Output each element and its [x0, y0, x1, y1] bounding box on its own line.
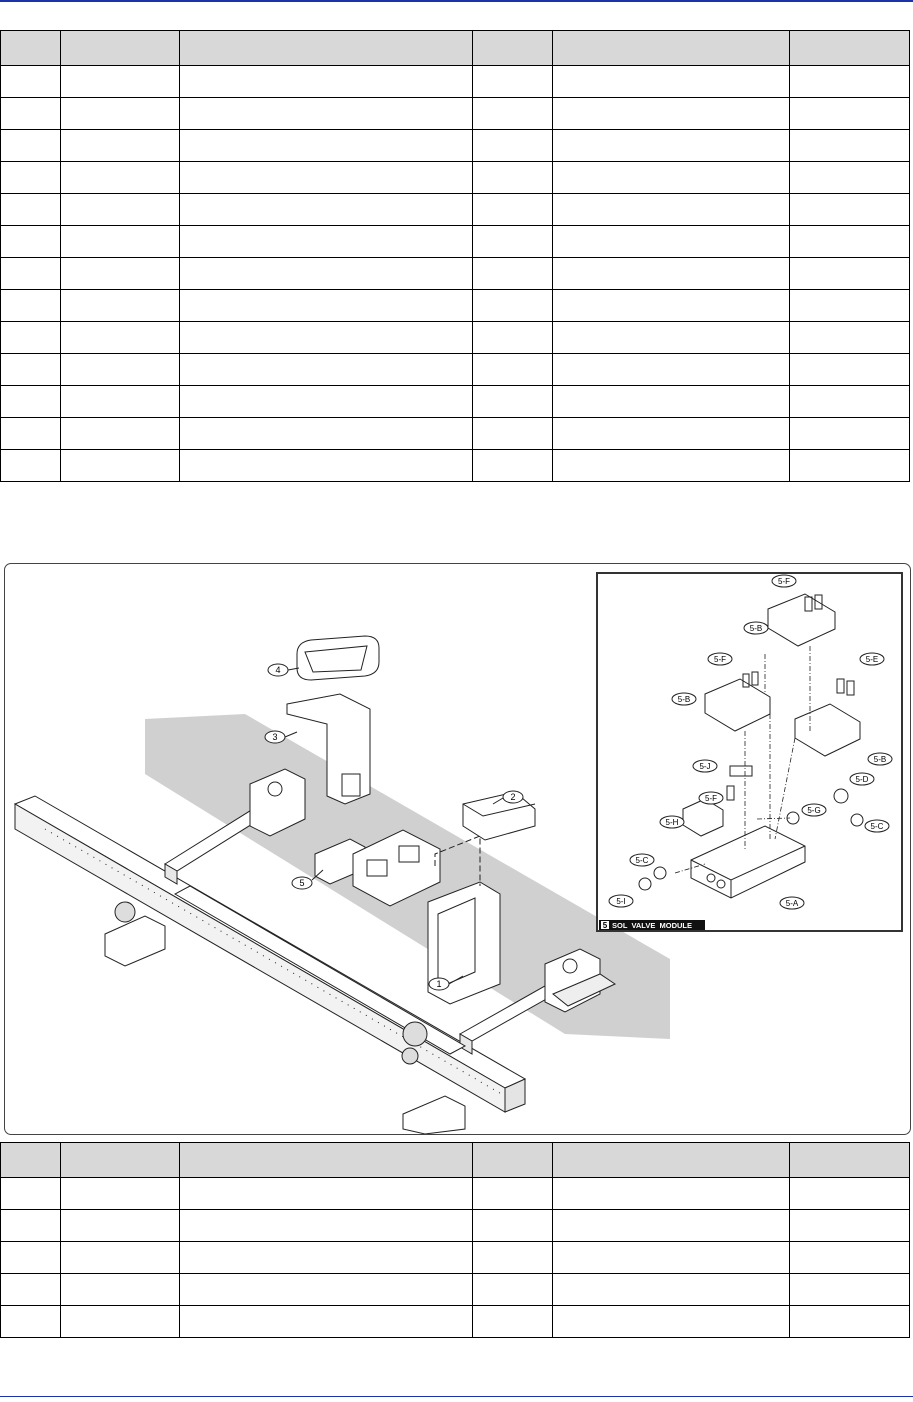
table-cell — [790, 258, 910, 290]
table-cell — [473, 322, 553, 354]
table-cell — [180, 322, 473, 354]
table-cell — [180, 354, 473, 386]
callout-4 — [268, 664, 299, 676]
header-cell — [61, 1143, 180, 1178]
table-cell — [61, 162, 180, 194]
callout-label: 5 — [299, 878, 305, 888]
table-row — [1, 450, 910, 482]
table-cell — [1, 194, 61, 226]
table-row — [1, 1178, 910, 1210]
table-cell — [473, 290, 553, 322]
table-cell — [180, 130, 473, 162]
table-cell — [790, 322, 910, 354]
table-cell — [1, 98, 61, 130]
table-cell — [553, 1178, 790, 1210]
header-cell — [790, 1143, 910, 1178]
table-cell — [180, 1274, 473, 1306]
inset-callout-label: 5-F — [705, 794, 717, 803]
inset-callout-label: 5-J — [699, 762, 711, 771]
inset-callout-label: 5-B — [677, 695, 691, 704]
table-cell — [61, 290, 180, 322]
table-cell — [180, 194, 473, 226]
table-cell — [61, 258, 180, 290]
table-cell — [790, 1306, 910, 1338]
table-cell — [473, 1274, 553, 1306]
table-row — [1, 66, 910, 98]
table-body — [1, 66, 910, 482]
table-cell — [180, 386, 473, 418]
table-cell — [553, 258, 790, 290]
top-rule — [0, 0, 913, 2]
table-cell — [790, 66, 910, 98]
inset-callout-label: 5-G — [807, 806, 821, 815]
table-cell — [790, 1242, 910, 1274]
table-cell — [1, 322, 61, 354]
header-cell — [473, 1143, 553, 1178]
table-cell — [473, 1242, 553, 1274]
table-cell — [1, 418, 61, 450]
callout-label: 1 — [436, 979, 442, 989]
table-cell — [180, 1178, 473, 1210]
table-cell — [553, 1242, 790, 1274]
table-cell — [473, 258, 553, 290]
table-cell — [790, 1178, 910, 1210]
inset-title-number: 5 — [602, 921, 608, 930]
table-cell — [790, 290, 910, 322]
table-row — [1, 226, 910, 258]
table-header-row — [1, 31, 910, 66]
table-cell — [61, 1210, 180, 1242]
table-cell — [553, 1210, 790, 1242]
table-cell — [61, 226, 180, 258]
inset-callout-label: 5-F — [714, 655, 726, 664]
table-cell — [180, 450, 473, 482]
inset-callout-label: 5-I — [616, 897, 626, 906]
callout-label: 2 — [510, 792, 516, 802]
table-cell — [1, 258, 61, 290]
inset-callout-label: 5-D — [855, 775, 869, 784]
table-cell — [1, 162, 61, 194]
table-row — [1, 194, 910, 226]
table-cell — [553, 354, 790, 386]
table-row — [1, 1306, 910, 1338]
table-cell — [1, 1274, 61, 1306]
table-cell — [1, 1210, 61, 1242]
header-cell — [1, 1143, 61, 1178]
table-cell — [180, 66, 473, 98]
exploded-view-drawing — [5, 564, 910, 1134]
table-cell — [1, 66, 61, 98]
table-cell — [61, 1274, 180, 1306]
table-cell — [790, 98, 910, 130]
table-cell — [473, 1210, 553, 1242]
table-row — [1, 290, 910, 322]
table-row — [1, 1274, 910, 1306]
table-cell — [180, 1306, 473, 1338]
inset-callout-label: 5-C — [870, 822, 884, 831]
table-cell — [790, 386, 910, 418]
table-cell — [61, 354, 180, 386]
table-cell — [473, 98, 553, 130]
table-cell — [473, 418, 553, 450]
header-cell — [553, 31, 790, 66]
table-cell — [1, 290, 61, 322]
table-cell — [553, 162, 790, 194]
table-row — [1, 1210, 910, 1242]
table-cell — [473, 162, 553, 194]
header-cell — [180, 1143, 473, 1178]
table-cell — [553, 98, 790, 130]
table-cell — [1, 450, 61, 482]
table-cell — [61, 450, 180, 482]
table-row — [1, 386, 910, 418]
left-foot — [105, 916, 165, 966]
table-cell — [61, 66, 180, 98]
table-cell — [790, 450, 910, 482]
table-cell — [61, 130, 180, 162]
inset-callout-label: 5-A — [785, 899, 799, 908]
table-cell — [790, 354, 910, 386]
table-cell — [473, 386, 553, 418]
table-cell — [473, 450, 553, 482]
table-cell — [1, 1178, 61, 1210]
table-cell — [553, 322, 790, 354]
parts-table-top — [0, 30, 910, 482]
table-cell — [180, 98, 473, 130]
table-cell — [61, 1178, 180, 1210]
part-2-tray — [463, 792, 535, 840]
table-row — [1, 162, 910, 194]
table-cell — [790, 1210, 910, 1242]
table-cell — [1, 1242, 61, 1274]
table-cell — [180, 162, 473, 194]
header-cell — [180, 31, 473, 66]
table-cell — [553, 194, 790, 226]
table-row — [1, 354, 910, 386]
table-cell — [180, 418, 473, 450]
table-cell — [180, 290, 473, 322]
table-cell — [790, 130, 910, 162]
table-cell — [553, 290, 790, 322]
callout-label: 3 — [272, 732, 278, 742]
table-cell — [180, 258, 473, 290]
table-cell — [553, 226, 790, 258]
header-cell — [1, 31, 61, 66]
table-cell — [473, 194, 553, 226]
table-cell — [1, 130, 61, 162]
table-cell — [61, 1306, 180, 1338]
table-cell — [553, 1274, 790, 1306]
table-cell — [1, 226, 61, 258]
table-row — [1, 1242, 910, 1274]
inset-callout-label: 5-B — [873, 755, 887, 764]
table-cell — [61, 194, 180, 226]
inset-sol-valve-module — [597, 573, 902, 931]
inset-callout-label: 5-B — [749, 624, 763, 633]
table-cell — [180, 226, 473, 258]
table-cell — [473, 1306, 553, 1338]
table-cell — [61, 322, 180, 354]
inset-callout-label: 5-H — [665, 818, 679, 827]
part-4-basin — [297, 636, 379, 680]
table-header-row — [1, 1143, 910, 1178]
header-cell — [61, 31, 180, 66]
table-cell — [553, 450, 790, 482]
inset-title: SOL VALVE MODULE — [612, 921, 693, 930]
right-foot — [403, 1096, 465, 1134]
table-cell — [553, 418, 790, 450]
table-cell — [790, 226, 910, 258]
table-row — [1, 322, 910, 354]
table-row — [1, 418, 910, 450]
table-cell — [790, 1274, 910, 1306]
table-cell — [790, 194, 910, 226]
table-cell — [1, 354, 61, 386]
table-row — [1, 258, 910, 290]
header-cell — [473, 31, 553, 66]
table-cell — [553, 66, 790, 98]
table-row — [1, 130, 910, 162]
inset-callout-label: 5-C — [635, 856, 649, 865]
table-cell — [553, 386, 790, 418]
table-cell — [61, 386, 180, 418]
fitting-5-j — [730, 766, 752, 776]
bottom-rule — [0, 1396, 913, 1397]
table-cell — [1, 1306, 61, 1338]
table-cell — [473, 1178, 553, 1210]
table-cell — [790, 162, 910, 194]
table-cell — [1, 386, 61, 418]
table-cell — [553, 1306, 790, 1338]
inset-callout-label: 5-E — [865, 655, 879, 664]
table-cell — [180, 1242, 473, 1274]
table-cell — [61, 418, 180, 450]
table-cell — [473, 354, 553, 386]
inset-callout-label: 5-F — [778, 577, 790, 586]
header-cell — [553, 1143, 790, 1178]
table-cell — [790, 418, 910, 450]
table-cell — [180, 1210, 473, 1242]
callout-label: 4 — [275, 665, 281, 675]
table-row — [1, 98, 910, 130]
table-cell — [473, 66, 553, 98]
table-cell — [61, 1242, 180, 1274]
exploded-view-figure — [4, 563, 911, 1135]
callout-3 — [265, 731, 297, 743]
parts-table-bottom — [0, 1142, 910, 1338]
header-cell — [790, 31, 910, 66]
table-cell — [473, 226, 553, 258]
table-cell — [61, 98, 180, 130]
table-cell — [553, 130, 790, 162]
table-cell — [473, 130, 553, 162]
table-body — [1, 1178, 910, 1338]
